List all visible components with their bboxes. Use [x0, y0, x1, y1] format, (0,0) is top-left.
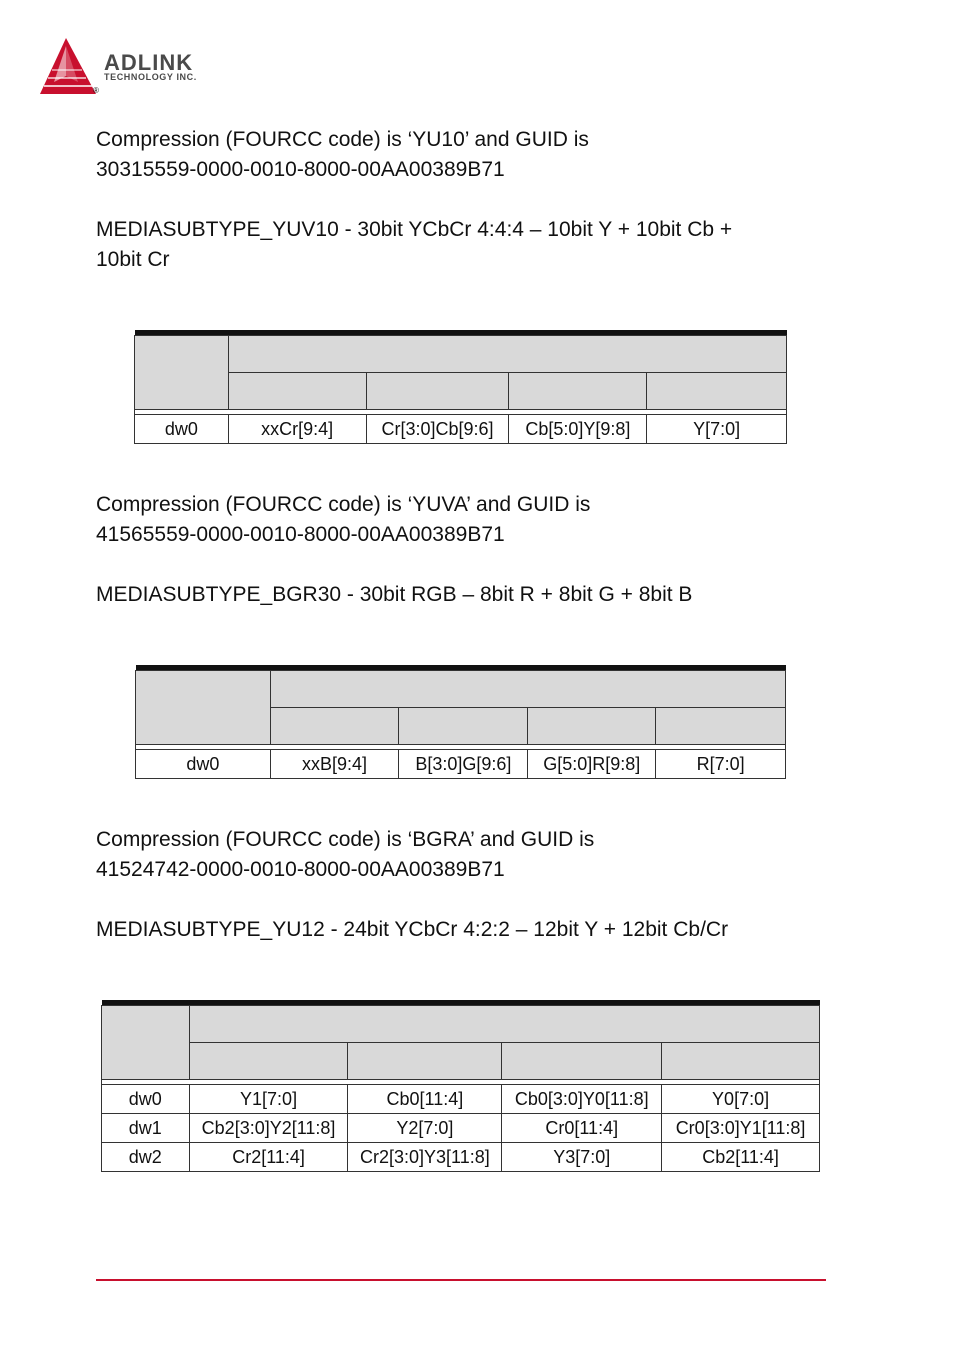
section1-subtype-line1: MEDIASUBTYPE_YUV10 - 30bit YCbCr 4:4:4 – 10bit Y + 10bit Cb +: [96, 218, 733, 241]
table-cell: dw0: [102, 1085, 190, 1114]
section1-line1: Compression (FOURCC code) is ‘YU10’ and GUID is: [96, 128, 589, 151]
table-cell: Cr0[11:4]: [502, 1114, 662, 1143]
table-cell: Cr0[3:0]Y1[11:8]: [662, 1114, 820, 1143]
table-cell: dw0: [136, 750, 271, 779]
table-cell: B[3:0]G[9:6]: [399, 750, 528, 779]
header-cell: [136, 671, 271, 745]
table-header-row: [136, 671, 786, 708]
table-cell: Cb0[11:4]: [348, 1085, 502, 1114]
header-cell: [399, 708, 528, 745]
table-cell: G[5:0]R[9:8]: [528, 750, 656, 779]
footer-rule: [96, 1279, 826, 1281]
table-cell: Cr2[11:4]: [189, 1143, 348, 1172]
section1-guid: 30315559-0000-0010-8000-00AA00389B71: [96, 158, 505, 181]
table-cell: dw1: [102, 1114, 190, 1143]
table-row: [102, 1085, 820, 1114]
header-cell: [647, 373, 787, 410]
table-cell: Y[7:0]: [647, 415, 787, 444]
table-row: [136, 750, 786, 779]
table-cell: Cb2[11:4]: [662, 1143, 820, 1172]
header-cell: [102, 1006, 190, 1080]
section3-line1: Compression (FOURCC code) is ‘BGRA’ and GUID is: [96, 828, 595, 851]
registered-mark: ®: [93, 86, 99, 95]
header-cell: [366, 373, 509, 410]
header-cell: [528, 708, 656, 745]
header-cell: [662, 1043, 820, 1080]
header-cell: [228, 373, 366, 410]
yu12-register-table: [101, 1000, 820, 1172]
section3-subtype-line1: MEDIASUBTYPE_YU12 - 24bit YCbCr 4:2:2 – 12bit Y + 12bit Cb/Cr: [96, 918, 729, 941]
header-cell: [228, 336, 786, 373]
header-cell: [348, 1043, 502, 1080]
section1-subtype-line2: 10bit Cr: [96, 248, 170, 271]
brand-subtitle: TECHNOLOGY INC.: [104, 72, 197, 82]
section2-subtype: [96, 580, 692, 610]
section2-guid: 41565559-0000-0010-8000-00AA00389B71: [96, 523, 505, 546]
table-row: [135, 415, 787, 444]
header-cell: [135, 336, 229, 410]
table-cell: dw2: [102, 1143, 190, 1172]
section2-fourcc: [96, 490, 590, 550]
bgr30-register-table: [135, 665, 786, 779]
table-cell: Y1[7:0]: [189, 1085, 348, 1114]
table-cell: Cb0[3:0]Y0[11:8]: [502, 1085, 662, 1114]
brand-name: ADLINK: [104, 50, 194, 75]
section2-subtype-line1: MEDIASUBTYPE_BGR30 - 30bit RGB – 8bit R + 8bit G + 8bit B: [96, 583, 693, 606]
section3-fourcc: [96, 825, 594, 885]
table-cell: dw0: [135, 415, 229, 444]
header-cell: [656, 708, 786, 745]
section1-subtype: [96, 215, 732, 275]
header-cell: [270, 671, 785, 708]
table-cell: Cb2[3:0]Y2[11:8]: [189, 1114, 348, 1143]
section2-line1: Compression (FOURCC code) is ‘YUVA’ and GUID is: [96, 493, 591, 516]
table-cell: Y3[7:0]: [502, 1143, 662, 1172]
section3-subtype: [96, 915, 728, 945]
header-cell: [502, 1043, 662, 1080]
header-cell: [189, 1006, 819, 1043]
header-cell: [189, 1043, 348, 1080]
table-cell: Cr2[3:0]Y3[11:8]: [348, 1143, 502, 1172]
table-cell: R[7:0]: [656, 750, 786, 779]
table-cell: Cb[5:0]Y[9:8]: [509, 415, 647, 444]
header-cell: [509, 373, 647, 410]
table-header-row: [102, 1006, 820, 1043]
table-subheader-row: [102, 1043, 820, 1080]
table-cell: xxB[9:4]: [270, 750, 399, 779]
section3-guid: 41524742-0000-0010-8000-00AA00389B71: [96, 858, 505, 881]
header-cell: [270, 708, 399, 745]
table-cell: xxCr[9:4]: [228, 415, 366, 444]
table-cell: Y2[7:0]: [348, 1114, 502, 1143]
table-row: [102, 1143, 820, 1172]
table-cell: Cr[3:0]Cb[9:6]: [366, 415, 509, 444]
yuv10-register-table: [134, 330, 787, 444]
table-header-row: [135, 336, 787, 373]
table-subheader-row: [135, 373, 787, 410]
table-row: [102, 1114, 820, 1143]
table-cell: Y0[7:0]: [662, 1085, 820, 1114]
section1-fourcc: [96, 125, 589, 185]
